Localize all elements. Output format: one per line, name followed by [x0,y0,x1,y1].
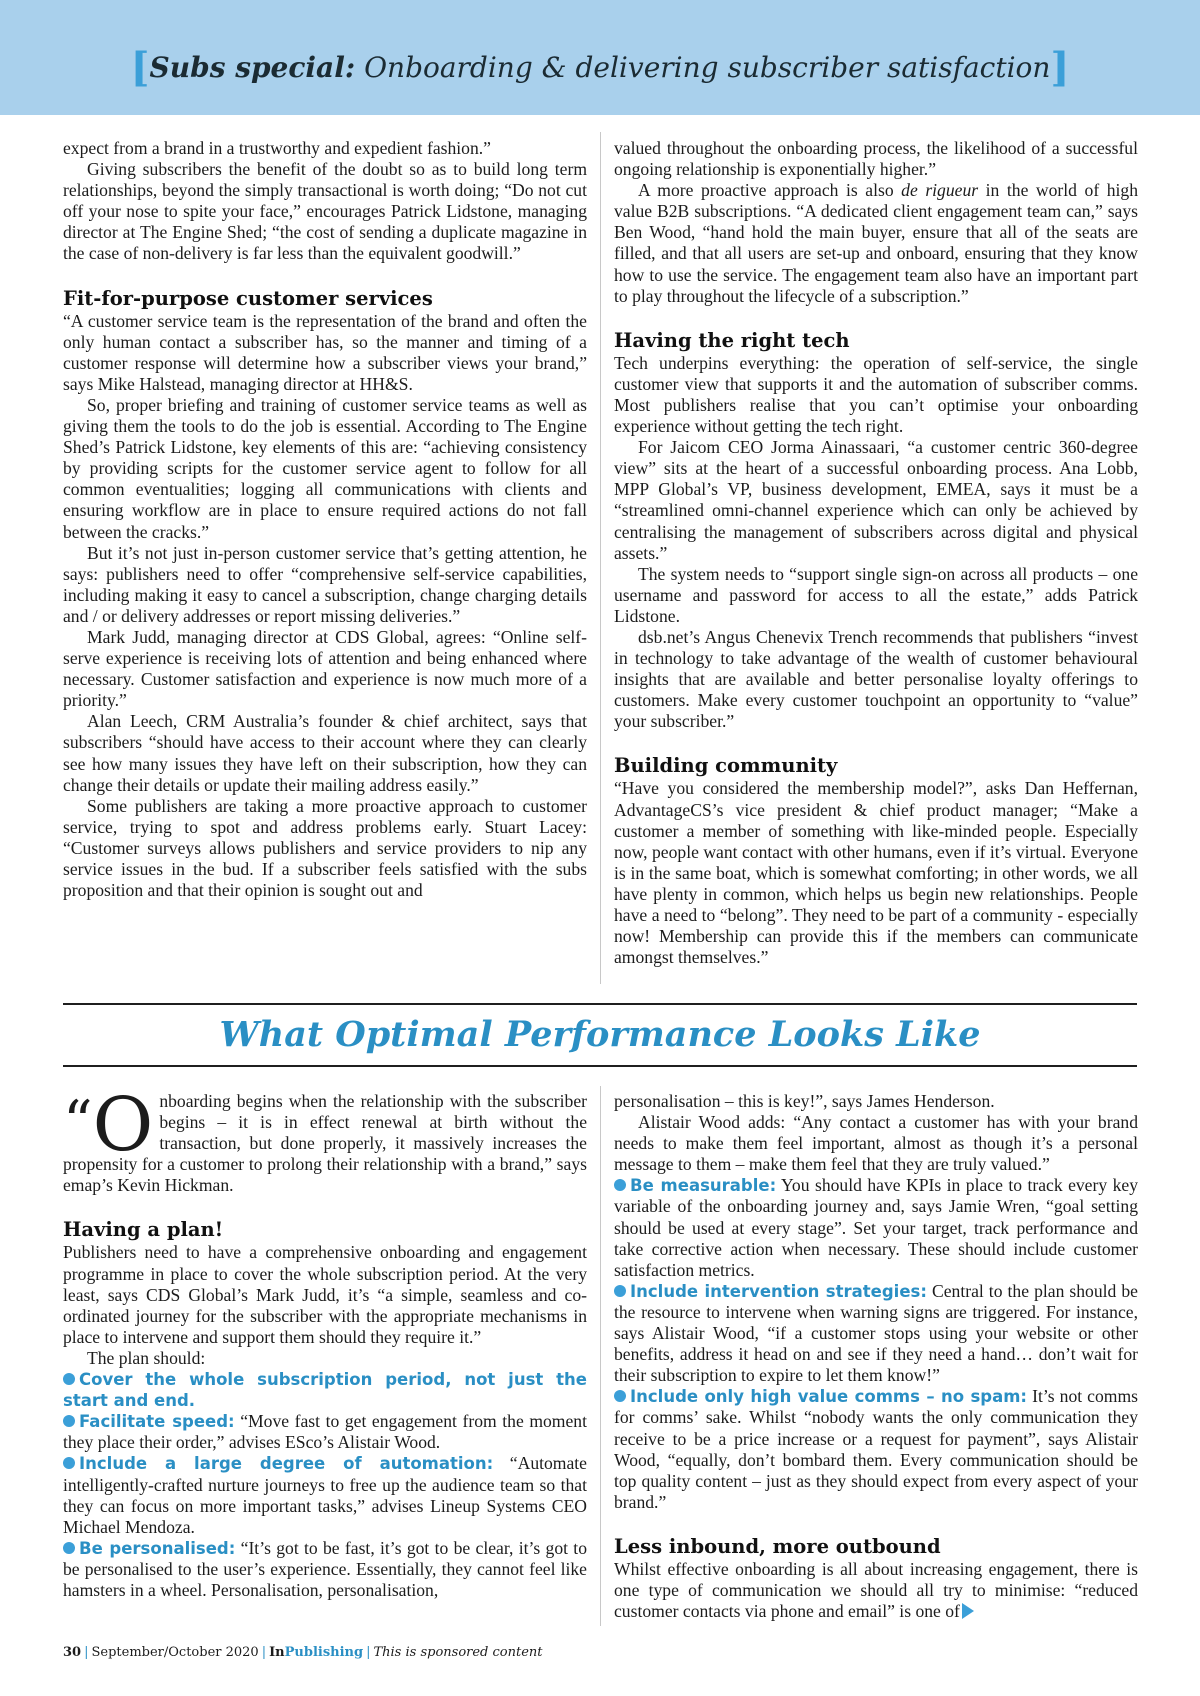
paragraph-text: Whilst effective onboarding is all about increasing engagement, there is one type of communication we should all try to minimise: “reduced customer contacts via phone and email” is one of [614,1558,1138,1622]
bullet-text: You should have KPIs in place to track every key variable of the onboarding journey and, says Jamie Wren, “goal setting should be used at every stage”. Set your target, track performance and take corrective action when necessary. These should include customer satisfaction metrics. [614,1175,1139,1280]
header-bracket-right: ] [1050,44,1070,91]
brand-publishing: Publishing [284,1645,364,1660]
bullet-highlight: Include intervention strategies: [630,1281,927,1301]
bullet-dot-icon [63,1457,75,1469]
bullet-dot-icon [614,1285,626,1297]
page-number: 30 [63,1645,82,1660]
emphasis: de rigueur [901,180,979,201]
footer-separator: | [84,1645,89,1660]
bullet-item [614,1386,1138,1513]
issue-date: September/October 2020 [91,1645,259,1660]
top-right-column [614,138,1138,968]
paragraph: Mark Judd, managing director at CDS Global, agrees: “Online self-serve experience is receiving lots of attention and being enhanced where necessary. Customer satisfaction and experience is now much more of a priority.” [63,626,587,711]
subheading-building-community: Building community [614,754,838,778]
paragraph: So, proper briefing and training of customer service teams as well as giving them the tools to do the job is essential. According to The Engine Shed’s Patrick Lidstone, key elements of this are: “achieving consistency by providing scripts for the customer service agent to follow for all common eventualities; logging all communications with clients and ensuring workflow are in place to ensure required actions do not fall between the cracks.” [63,394,587,542]
drop-cap [63,1082,154,1168]
bullet-item [614,1175,1138,1280]
subheading-less-inbound: Less inbound, more outbound [614,1534,941,1558]
bullet-dot-icon [63,1373,75,1385]
paragraph [614,1559,1138,1622]
bullet-dot-icon [614,1179,626,1191]
bullet-text: “It’s got to be fast, it’s got to be clear, it’s got to be personalised to the user’s experience. Essentially, they cannot feel like hamsters in a wheel. Personalisation, personalisation, [63,1537,587,1600]
bullet-highlight: Be personalised: [79,1538,236,1558]
paragraph: Some publishers are taking a more proactive approach to customer service, trying to spot and address problems early. Stuart Lacey: “Customer surveys allows publishers and service providers to nip any service issues in the bud. If a subscriber feels satisfied with the subs proposition and that their opinion is sought out and [63,795,587,901]
bullet-text: “Automate intelligently-crafted nurture journeys to free up the audience team so that they can focus on more important tasks,” advises Lineup Systems CEO Michael Mendoza. [63,1453,587,1537]
header-title-text: Onboarding & delivering subscriber satisfaction [364,51,1051,84]
paragraph: dsb.net’s Angus Chenevix Trench recommends that publishers “invest in technology to take advantage of the wealth of customer behavioural insights that are available and better personalise loyalty offerings to customers. Make every customer touchpoint an opportunity to “value” your subscriber.” [614,626,1138,732]
subheading-fit-for-purpose: Fit-for-purpose customer services [63,286,433,310]
text-run: A more proactive approach is also [638,180,902,201]
footer-separator: | [261,1645,267,1660]
bullet-item [614,1281,1138,1386]
intro-text: nboarding begins when the relationship with the subscriber begins – it is in effect renewal at birth without the transaction, but done properly, it massively increases the propensity for a customer to prolong their relationship with a brand,” says emap’s Kevin Hickman. [63,1091,587,1196]
bullet-dot-icon [63,1542,75,1554]
paragraph: Alistair Wood adds: “Any contact a customer has with your brand needs to make them feel important, almost as though it’s a personal message to them – make them feel that they are truly valued.” [614,1112,1138,1175]
paragraph: personalisation – this is key!”, says James Henderson. [614,1091,995,1111]
bullet-highlight: Include only high value comms – no spam: [630,1387,1028,1407]
footer-separator: | [366,1645,371,1660]
paragraph: Publishers need to have a comprehensive onboarding and engagement programme in place to cover the whole subscription period. At the very least, says CDS Global’s Mark Judd, it’s “a simple, seamless and co-ordinated journey for the subscriber with the appropriate mechanisms in place to intervene and support them should they require it.” [63,1242,587,1347]
bullet-text: “Move fast to get engagement from the moment they place their order,” advises ESco’s Alistair Wood. [63,1411,587,1453]
paragraph [614,180,1138,307]
paragraph: expect from a brand in a trustworthy and expedient fashion.” [63,138,491,158]
paragraph: Giving subscribers the benefit of the doubt so as to build long term relationships, beyond the simply transactional is worth doing; “Do not cut off your nose to spite your face,” encourages Patrick Lidstone, managing director at The Engine Shed; “the cost of sending a duplicate magazine in the case of non-delivery is far less than the equivalent goodwill.” [63,159,587,264]
subheading-right-tech: Having the right tech [614,328,850,352]
intro-paragraph [63,1082,587,1196]
paragraph: “A customer service team is the representation of the brand and often the only human contact a subscriber has, so the manner and timing of a customer response will determine how a subscriber views your brand,” says Mike Halstead, managing director at HH&S. [63,310,587,394]
bullet-highlight: Cover the whole subscription period, not just the start and end. [63,1370,587,1411]
column-divider-bottom [600,1086,601,1626]
continue-arrow-icon [962,1603,974,1619]
paragraph: For Jaicom CEO Jorma Ainassaari, “a customer centric 360-degree view” sits at the heart of a successful onboarding process. Ana Lobb, MPP Global’s VP, business development, EMEA, says it must be a “streamlined omni-channel experience which can only be achieved by centralising the management of subscribers across digital and physical assets.” [614,437,1138,563]
bullet-highlight: Be measurable: [630,1176,777,1196]
bullet-item [63,1411,587,1453]
bullet-text: It’s not comms for comms’ sake. Whilst “nobody wants the only communication they receive to be a price increase or a request for payment”, says Alistair Wood, “equally, don’t bombard them. Every communication should be top quality content – just as they should expect from every aspect of your brand.” [614,1386,1139,1512]
bullet-highlight: Facilitate speed: [79,1412,235,1432]
bullet-dot-icon [614,1390,626,1402]
paragraph: valued throughout the onboarding process, the likelihood of a successful ongoing relationship is exponentially higher.” [614,138,1138,180]
header-lead: Subs special: [149,51,356,84]
bullet-item [63,1369,587,1411]
section-rule-top [63,1003,1137,1005]
bottom-left-column [63,1082,587,1601]
bullet-item [63,1453,587,1537]
paragraph: Tech underpins everything: the operation of self-service, the single customer view that supports it and the automation of subscriber comms. Most publishers realise that you can’t optimise your onboarding experience without getting the tech right. [614,352,1138,437]
paragraph: Alan Leech, CRM Australia’s founder & chief architect, says that subscribers “should have access to their account where they can clearly see how many issues they have left on their subscription, how they can change their details or update their mailing address easily.” [63,711,587,795]
brand-in: In [269,1645,285,1660]
bullet-text: Central to the plan should be the resource to intervene when warning signs are triggered. For instance, says Alistair Wood, “if a customer stops using your website or other benefits, address it head on and see if they need a hand… don’t wait for their subscription to expire to let them know!” [614,1280,1138,1386]
bullet-item [63,1538,587,1601]
top-left-column [63,138,587,901]
drop-cap-quote: “ [63,1088,93,1156]
page-footer [63,1645,543,1660]
page-header-title [0,44,1200,91]
bottom-right-column [614,1091,1138,1622]
bullet-highlight: Include a large degree of automation: [79,1454,494,1474]
text-run: in the world of high value B2B subscriptions. “A dedicated client engagement team can,” says Ben Wood, “hand hold the main buyer, ensure that all of the seats are filled, and that all users are set-up and onboard, ensuring that they know how to use the service. The engagement team also have an important part to play throughout the lifecycle of a subscription.” [614,180,1138,306]
section-title: What Optimal Performance Looks Like [219,1014,981,1055]
paragraph: “Have you considered the membership model?”, asks Dan Heffernan, AdvantageCS’s vice president & chief product manager; “Make a customer a member of something with like-minded people. Especially now, people want contact with other humans, even if it’s virtual. Everyone is in the same boat, which is somewhat comforting; in other words, we all have plenty in common, which helps us begin new relationships. People have a need to “belong”. They need to be part of a community - especially now! Membership can provide this if the members can communicate amongst themselves.” [614,778,1138,968]
bullet-dot-icon [63,1415,75,1427]
paragraph: But it’s not just in-person customer service that’s getting attention, he says: publishers need to offer “comprehensive self-service capabilities, including making it easy to cancel a subscription, change charging details and / or delivery addresses or report missing deliveries.” [63,542,587,626]
paragraph: The system needs to “support single sign-on across all products – one username and password for access to all the estate,” adds Patrick Lidstone. [614,563,1138,626]
sponsored-note: This is sponsored content [373,1645,543,1660]
drop-cap-letter: O [92,1082,154,1168]
column-divider-top [600,132,601,984]
paragraph: The plan should: [87,1347,206,1368]
section-rule-bottom [63,1065,1137,1067]
header-bracket-left: [ [130,44,150,91]
subheading-having-a-plan: Having a plan! [63,1218,224,1242]
